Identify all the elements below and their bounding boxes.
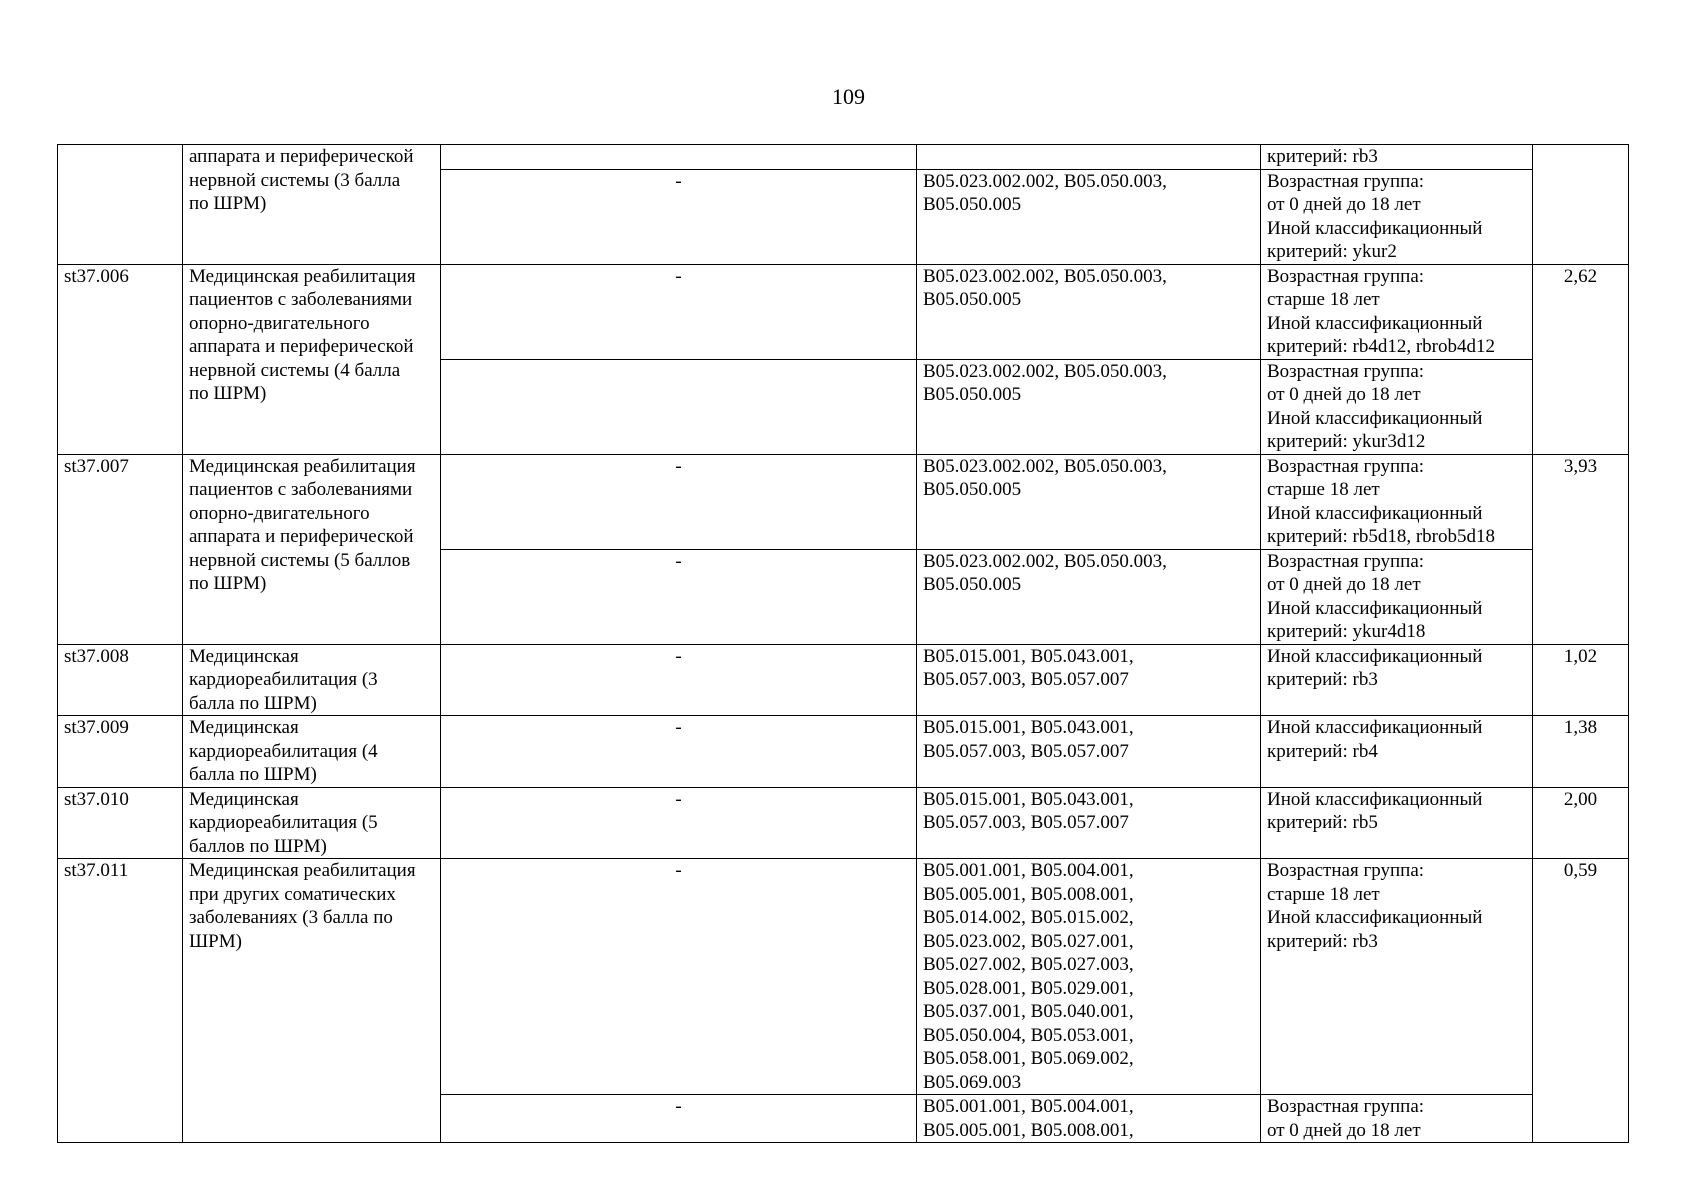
coefficient-cell [1533,859,1629,1143]
criteria-line: критерий: rb3 [1267,930,1378,952]
criteria-line: от 0 дней до 18 лет [1267,1119,1421,1141]
coefficient-value: 1,02 [1563,645,1598,667]
diagnosis-dash: - [675,645,682,667]
criteria-line: старше 18 лет [1267,883,1380,905]
criteria-cell [1261,264,1533,359]
ksg-name-cell [183,145,441,265]
ksg-code: st37.010 [64,788,129,810]
criteria-line: Иной классификационный [1267,645,1483,667]
criteria-line: от 0 дней до 18 лет [1267,194,1421,215]
coefficient-value: 3,93 [1563,455,1598,477]
name-line: нервной системы (5 баллов [189,549,411,571]
ksg-code: st37.009 [64,717,129,738]
criteria-line: критерий: ykur3d12 [1267,431,1426,452]
criteria-line: Возрастная группа: [1267,1096,1425,1117]
criteria-cell [1261,145,1533,170]
diagnosis-dash: - [675,170,682,192]
criteria-line: Иной классификационный [1267,717,1483,738]
coefficient-cell [1533,264,1629,454]
criteria-cell [1261,549,1533,644]
ksg-name-cell [183,264,441,454]
service-codes-cell [917,1095,1261,1143]
criteria-line: Иной классификационный [1267,788,1483,810]
name-line: ШРМ) [189,930,242,952]
ksg-name-cell [183,716,441,788]
criteria-cell [1261,644,1533,716]
criteria-line: Иной классификационный [1267,217,1483,239]
criteria-cell [1261,1095,1533,1143]
ksg-code: st37.007 [64,455,129,477]
diagnosis-dash: - [675,788,682,810]
criteria-line: Возрастная группа: [1267,170,1425,192]
ksg-code-cell [58,644,183,716]
coefficient-value: 0,59 [1563,860,1598,881]
criteria-line: Возрастная группа: [1267,360,1425,382]
name-line: по ШРМ) [189,193,267,214]
criteria-line: критерий: ykur2 [1267,241,1397,262]
code-line: B05.050.005 [923,289,1022,310]
ksg-name-cell [183,454,441,644]
code-line: B05.050.005 [923,194,1022,215]
criteria-cell [1261,787,1533,859]
code-line: B05.023.002.002, B05.050.003, [923,170,1167,192]
code-line: B05.023.002.002, B05.050.003, [923,360,1167,382]
code-line: B05.057.003, B05.057.007 [923,669,1129,690]
criteria-line: критерий: rb3 [1267,146,1378,167]
table-row [58,716,1629,788]
table-row [58,859,1629,1095]
name-line: пациентов с заболеваниями [189,289,413,310]
coefficient-cell [1533,454,1629,644]
code-line: B05.023.002.002, B05.050.003, [923,265,1167,287]
name-line: по ШРМ) [189,383,267,404]
service-codes-cell [917,264,1261,359]
code-line: B05.005.001, B05.008.001, [923,1119,1134,1141]
coefficient-cell [1533,716,1629,788]
code-line: B05.023.002.002, B05.050.003, [923,455,1167,477]
name-line: заболеваниях (3 балла по [189,907,393,928]
diagnosis-cell [441,264,917,359]
diagnosis-cell [441,1095,917,1143]
diagnosis-dash: - [675,1096,682,1117]
coefficient-value: 2,00 [1563,788,1598,810]
coefficient-cell [1533,787,1629,859]
criteria-line: Иной классификационный [1267,597,1483,619]
ksg-code: st37.011 [64,860,129,881]
criteria-line: старше 18 лет [1267,479,1380,500]
service-codes-cell [917,716,1261,788]
name-line: аппарата и периферической [189,526,414,547]
name-line: кардиореабилитация (4 [189,740,378,762]
criteria-line: старше 18 лет [1267,289,1380,310]
name-line: при других соматических [189,883,396,905]
criteria-line: от 0 дней до 18 лет [1267,384,1421,405]
code-line: B05.005.001, B05.008.001, [923,883,1134,905]
service-codes-cell [917,787,1261,859]
criteria-line: от 0 дней до 18 лет [1267,574,1421,595]
diagnosis-cell [441,859,917,1095]
code-line: B05.050.005 [923,384,1022,405]
table-row [58,145,1629,170]
code-line: B05.050.005 [923,479,1022,500]
criteria-cell [1261,359,1533,454]
ksg-code: st37.006 [64,265,129,287]
criteria-line: критерий: rb3 [1267,669,1378,690]
criteria-line: Возрастная группа: [1267,265,1425,287]
name-line: нервной системы (4 балла [189,359,401,381]
criteria-line: критерий: rb4d12, rbrob4d12 [1267,336,1495,357]
name-line: нервной системы (3 балла [189,169,401,191]
table-row [58,454,1629,549]
criteria-cell [1261,454,1533,549]
service-codes-cell [917,549,1261,644]
ksg-code: st37.008 [64,645,129,667]
table-row [58,264,1629,359]
page-number: 109 [832,84,865,109]
code-line: B05.015.001, B05.043.001, [923,645,1134,667]
criteria-line: Возрастная группа: [1267,550,1425,572]
name-line: кардиореабилитация (5 [189,812,378,833]
table-row [58,787,1629,859]
service-codes-cell [917,454,1261,549]
code-line: B05.057.003, B05.057.007 [923,740,1129,762]
diagnosis-dash: - [675,455,682,477]
service-codes-cell [917,644,1261,716]
diagnosis-dash: - [675,550,682,572]
diagnosis-cell [441,454,917,549]
service-codes-cell [917,169,1261,264]
code-line: B05.057.003, B05.057.007 [923,812,1129,833]
code-line: B05.069.003 [923,1071,1022,1093]
ksg-name-cell [183,859,441,1143]
ksg-name-cell [183,644,441,716]
ksg-name-cell [183,787,441,859]
ksg-code-cell [58,454,183,644]
coefficient-value: 2,62 [1563,265,1598,287]
code-line: B05.001.001, B05.004.001, [923,1096,1134,1117]
criteria-line: Иной классификационный [1267,407,1483,429]
code-line: B05.027.002, B05.027.003, [923,954,1134,975]
criteria-line: Возрастная группа: [1267,455,1425,477]
service-codes-cell [917,859,1261,1095]
service-codes-cell [917,359,1261,454]
name-line: пациентов с заболеваниями [189,479,413,500]
ksg-code-cell [58,716,183,788]
table-row [58,644,1629,716]
criteria-line: критерий: rb4 [1267,740,1378,762]
ksg-code-cell [58,859,183,1143]
name-line: балла по ШРМ) [189,764,317,785]
code-line: B05.050.005 [923,574,1022,595]
code-line: B05.015.001, B05.043.001, [923,717,1134,738]
name-line: аппарата и периферической [189,336,414,357]
diagnosis-dash: - [675,265,682,287]
name-line: баллов по ШРМ) [189,835,327,857]
ksg-code-cell [58,145,183,265]
name-line: опорно-двигательного [189,312,370,334]
criteria-line: Иной классификационный [1267,312,1483,334]
name-line: Медицинская [189,788,299,810]
name-line: по ШРМ) [189,573,267,594]
criteria-line: критерий: ykur4d18 [1267,621,1426,642]
ksg-code-cell [58,264,183,454]
diagnosis-dash: - [675,860,682,881]
ksg-table [57,144,1629,1143]
code-line: B05.050.004, B05.053.001, [923,1024,1134,1046]
criteria-line: Иной классификационный [1267,907,1483,928]
criteria-line: критерий: rb5 [1267,812,1378,833]
criteria-line: критерий: rb5d18, rbrob5d18 [1267,526,1495,547]
criteria-line: Возрастная группа: [1267,860,1425,881]
coefficient-value: 1,38 [1563,717,1598,738]
code-line: B05.037.001, B05.040.001, [923,1001,1134,1022]
diagnosis-dash: - [675,717,682,738]
name-line: кардиореабилитация (3 [189,669,378,690]
code-line: B05.015.001, B05.043.001, [923,788,1134,810]
service-codes-cell [917,145,1261,170]
criteria-line: Иной классификационный [1267,502,1483,524]
diagnosis-cell [441,359,917,454]
name-line: аппарата и периферической [189,146,414,167]
code-line: B05.023.002.002, B05.050.003, [923,550,1167,572]
diagnosis-cell [441,787,917,859]
diagnosis-cell [441,169,917,264]
name-line: Медицинская реабилитация [189,265,416,287]
name-line: опорно-двигательного [189,502,370,524]
name-line: Медицинская [189,645,299,667]
criteria-cell [1261,716,1533,788]
name-line: Медицинская реабилитация [189,455,416,477]
code-line: B05.028.001, B05.029.001, [923,977,1134,999]
name-line: балла по ШРМ) [189,692,317,714]
diagnosis-cell [441,716,917,788]
diagnosis-cell [441,145,917,170]
code-line: B05.058.001, B05.069.002, [923,1048,1134,1069]
name-line: Медицинская [189,717,299,738]
ksg-code-cell [58,787,183,859]
coefficient-cell [1533,644,1629,716]
code-line: B05.014.002, B05.015.002, [923,907,1134,928]
criteria-cell [1261,859,1533,1095]
diagnosis-cell [441,549,917,644]
coefficient-cell [1533,145,1629,265]
code-line: B05.023.002, B05.027.001, [923,930,1134,952]
name-line: Медицинская реабилитация [189,860,416,881]
criteria-cell [1261,169,1533,264]
diagnosis-cell [441,644,917,716]
code-line: B05.001.001, B05.004.001, [923,860,1134,881]
